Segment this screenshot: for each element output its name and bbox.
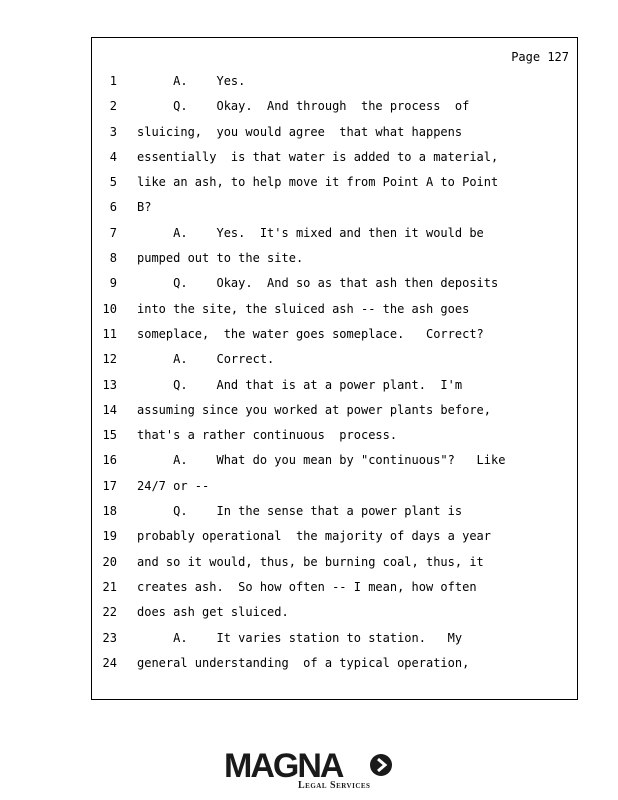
line-text: probably operational the majority of days a year [137,529,492,544]
transcript-line [92,276,577,301]
line-number: 11 [102,326,117,341]
line-text: Q. Okay. And through the process of [137,99,470,114]
transcript-line [92,428,577,453]
logo-subtitle: Legal Services [298,780,371,791]
magna-logo [224,748,394,792]
line-number: 2 [109,99,117,114]
line-text: creates ash. So how often -- I mean, how often [137,579,477,594]
transcript-line [92,226,577,251]
line-text: general understanding of a typical operation, [137,655,470,670]
line-number: 24 [102,655,117,670]
transcript-line [92,125,577,150]
line-text: A. Yes. [137,74,246,88]
line-text: does ash get sluiced. [137,605,289,620]
transcript-line [92,99,577,124]
line-text: that's a rather continuous process. [137,428,398,443]
transcript-line [92,580,577,605]
line-text: like an ash, to help move it from Point A to Point [137,175,499,190]
line-text: essentially is that water is added to a material, [137,149,499,164]
line-number: 1 [109,74,117,88]
line-text: and so it would, thus, be burning coal, thus, it [137,554,484,569]
logo-arrow-icon [370,754,392,776]
transcript-line [92,605,577,630]
line-number: 15 [102,428,117,443]
page-number: Page 127 [511,50,569,64]
transcript-line [92,479,577,504]
transcript-line [92,453,577,478]
line-text: someplace, the water goes someplace. Correct? [137,326,484,341]
transcript-line [92,327,577,352]
transcript-line [92,555,577,580]
transcript-line [92,378,577,403]
line-text: B? [137,200,152,215]
line-number: 3 [109,124,117,139]
line-number: 22 [102,605,117,620]
line-text: A. Yes. It's mixed and then it would be [137,225,484,240]
transcript-lines [92,74,577,681]
line-text: A. It varies station to station. My [137,630,463,645]
transcript-line [92,504,577,529]
line-text: A. What do you mean by "continuous"? Like [137,453,506,468]
line-text: Q. Okay. And so as that ash then deposits [137,276,499,291]
line-text: Q. In the sense that a power plant is [137,504,463,519]
transcript-line [92,403,577,428]
line-number: 4 [109,149,117,164]
transcript-line [92,529,577,554]
line-number: 12 [102,352,117,367]
transcript-line [92,251,577,276]
line-text: A. Correct. [137,352,275,367]
line-number: 5 [109,175,117,190]
line-text: into the site, the sluiced ash -- the ash goes [137,301,470,316]
transcript-line [92,150,577,175]
line-number: 21 [102,579,117,594]
line-number: 6 [109,200,117,215]
line-number: 23 [102,630,117,645]
transcript-line [92,175,577,200]
line-text: sluicing, you would agree that what happens [137,124,463,139]
line-text: assuming since you worked at power plants before, [137,402,492,417]
line-number: 20 [102,554,117,569]
line-number: 13 [102,377,117,392]
line-number: 18 [102,504,117,519]
line-text: Q. And that is at a power plant. I'm [137,377,463,392]
line-number: 9 [109,276,117,291]
logo-wordmark: MAGNA [224,747,343,785]
transcript-page [91,37,578,700]
line-number: 16 [102,453,117,468]
line-number: 10 [102,301,117,316]
line-text: 24/7 or -- [137,478,210,493]
line-number: 7 [109,225,117,240]
transcript-line [92,74,577,99]
line-number: 17 [102,478,117,493]
transcript-line [92,200,577,225]
line-number: 19 [102,529,117,544]
transcript-line [92,656,577,681]
transcript-line [92,352,577,377]
transcript-line [92,631,577,656]
transcript-line [92,302,577,327]
line-number: 8 [109,251,117,266]
line-text: pumped out to the site. [137,251,304,266]
line-number: 14 [102,402,117,417]
